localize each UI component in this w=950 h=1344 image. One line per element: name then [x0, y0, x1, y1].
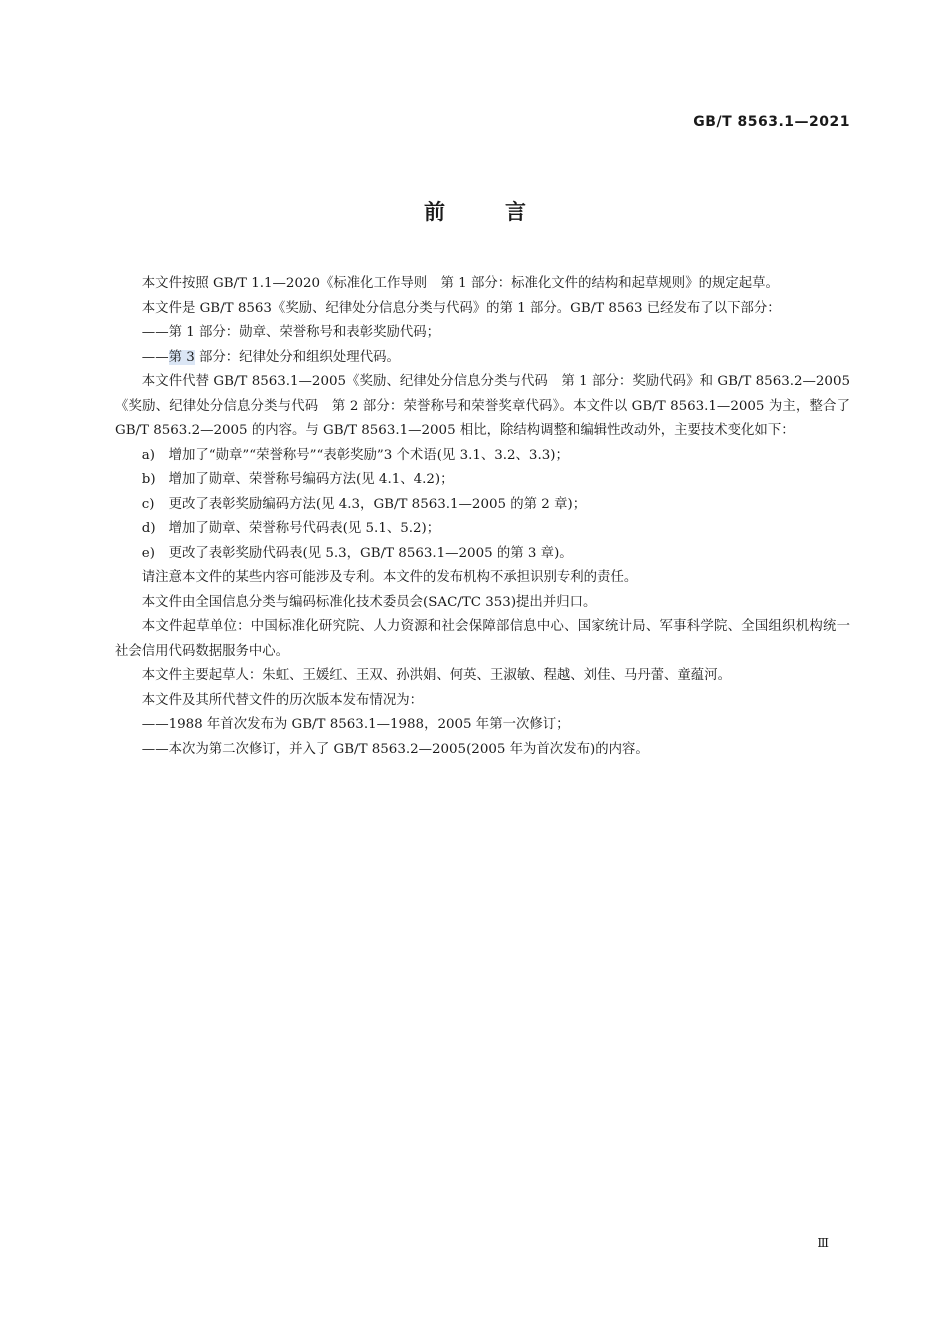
paragraph-series: 本文件是 GB/T 8563《奖励、纪律处分信息分类与代码》的第 1 部分。GB/T 8563 已经发布了以下部分：	[141, 300, 781, 316]
list-item	[115, 493, 850, 518]
list-item	[115, 517, 850, 542]
text-selection-highlight[interactable]: 第 3	[168, 349, 195, 365]
list-item	[115, 468, 850, 493]
list-item	[115, 444, 850, 469]
dash-item-part3	[115, 346, 850, 371]
paragraph-drafting-rules: 本文件按照 GB/T 1.1—2020《标准化工作导则 第 1 部分：标准化文件的结构和起草规则》的规定起草。	[141, 276, 779, 291]
dash-item-history-current: ——本次为第二次修订，并入了 GB/T 8563.2—2005(2005 年为首次发布)的内容。	[141, 741, 649, 757]
dash-suffix: 部分：纪律处分和组织处理代码。	[194, 349, 400, 365]
page-title: 前言	[424, 200, 586, 224]
list-marker: d)	[141, 521, 156, 536]
document-body	[115, 272, 850, 762]
list-marker: b)	[141, 472, 156, 487]
list-item-text: 更改了表彰奖励编码方法(见 4.3，GB/T 8563.1—2005 的第 2 章)；	[168, 496, 587, 512]
dash-item-part1: ——第 1 部分：勋章、荣誉称号和表彰奖励代码；	[141, 325, 441, 340]
paragraph-history: 本文件及其所代替文件的历次版本发布情况为：	[141, 692, 423, 708]
standard-number: GB/T 8563.1—2021	[693, 114, 850, 130]
dash-prefix: ——	[141, 349, 169, 365]
list-item-text: 增加了勋章、荣誉称号编码方法(见 4.1、4.2)；	[168, 472, 454, 487]
list-marker: e)	[141, 545, 155, 561]
list-item-text: 更改了表彰奖励代码表(见 5.3，GB/T 8563.1—2005 的第 3 章)。	[168, 545, 573, 561]
list-item-text: 增加了勋章、荣誉称号代码表(见 5.1、5.2)；	[168, 521, 441, 536]
paragraph-drafters: 本文件主要起草人：朱虹、王媛红、王双、孙洪娟、何英、王淑敏、程越、刘佳、马丹蕾、童蕴河。	[141, 668, 731, 683]
dash-item-history-1988: ——1988 年首次发布为 GB/T 8563.1—1988，2005 年第一次修订；	[141, 717, 570, 732]
page-number: Ⅲ	[817, 1236, 829, 1250]
list-item	[115, 542, 850, 567]
list-marker: c)	[141, 496, 155, 512]
paragraph-replaces: 本文件代替 GB/T 8563.1—2005《奖励、纪律处分信息分类与代码 第 1 部分：奖励代码》和 GB/T 8563.2—2005《奖励、纪律处分信息分类与代码 第 2 部分：荣誉称号和荣誉奖章代码》。本文件以 GB/T 8563.1—2005 为主，整合了 GB/T 8563.2—2005 的内容。与 GB/T 8563.1—2005 相比，除结构调整和编辑性改动外，主要技术变化如下：	[115, 374, 850, 438]
paragraph-drafting-units: 本文件起草单位：中国标准化研究院、人力资源和社会保障部信息中心、国家统计局、军事科学院、全国组织机构统一社会信用代码数据服务中心。	[115, 619, 850, 659]
paragraph-proposer: 本文件由全国信息分类与编码标准化技术委员会(SAC/TC 353)提出并归口。	[141, 594, 597, 610]
list-marker: a)	[141, 447, 156, 463]
list-item-text: 增加了“勋章”“荣誉称号”“表彰奖励”3 个术语(见 3.1、3.2、3.3)；	[168, 447, 569, 463]
paragraph-patent-notice: 请注意本文件的某些内容可能涉及专利。本文件的发布机构不承担识别专利的责任。	[141, 570, 638, 585]
